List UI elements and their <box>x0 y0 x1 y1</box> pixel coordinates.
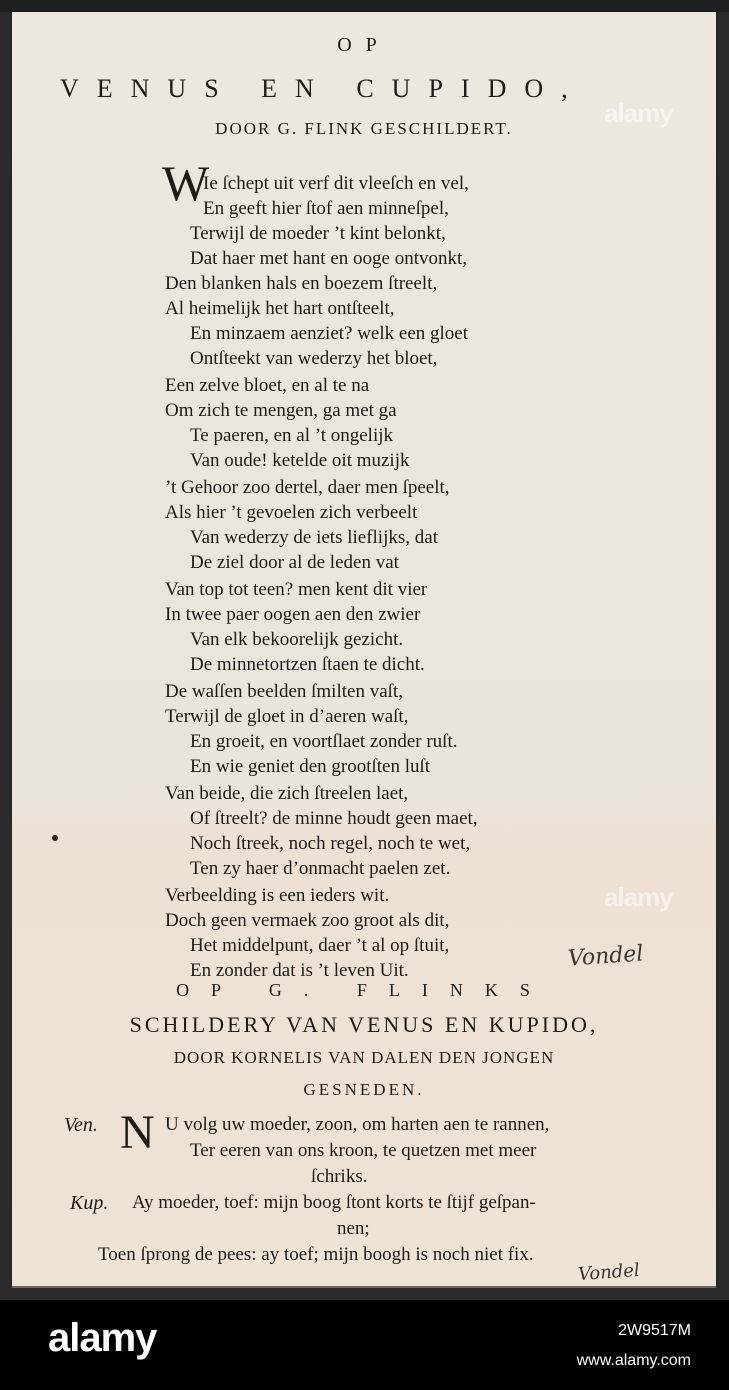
dialogue-line: U volg uw moeder, zoon, om harten aen te rannen, <box>165 1114 550 1135</box>
speaker-kupido: Kup. <box>70 1192 109 1214</box>
alamy-logo: alamy <box>48 1316 157 1360</box>
poem-line: Al heimelijk het hart ontſteelt, <box>165 298 395 319</box>
document-page <box>12 12 716 1286</box>
heading-attribution: DOOR G. FLINK GESCHILDERT. <box>215 119 513 138</box>
poem-line: Of ſtreelt? de minne houdt geen maet, <box>190 808 478 829</box>
heading-title: VENUS EN CUPIDO, <box>60 74 586 103</box>
image-id: 2W9517M <box>618 1322 691 1339</box>
heading2-attribution: DOOR KORNELIS VAN DALEN DEN JONGEN <box>173 1048 555 1067</box>
watermark-bottom: alamy <box>604 882 673 912</box>
poem-line: De ziel door al de leden vat <box>190 552 399 573</box>
poem-line: Van oude! ketelde oit muzijk <box>190 450 410 471</box>
site-url: www.alamy.com <box>576 1352 691 1369</box>
poem-line: En geeft hier ſtof aen minneſpel, <box>203 198 449 219</box>
poem-line: In twee paer oogen aen den zwier <box>165 604 421 625</box>
dialogue-dropcap: N <box>120 1106 155 1159</box>
poem-line: Ontſteekt van wederzy het bloet, <box>190 348 438 369</box>
heading2-gesneden: GESNEDEN. <box>303 1080 425 1099</box>
poem-line: Het middelpunt, daer ’t al op ſtuit, <box>190 935 450 956</box>
poem-line: Ie ſchept uit verf dit vleeſch en vel, <box>203 173 469 194</box>
top-frame <box>0 0 729 12</box>
image-info <box>577 1322 691 1382</box>
speaker-venus: Ven. <box>64 1114 98 1136</box>
poem-line: De minnetortzen ſtaen te dicht. <box>190 654 425 675</box>
poem-line: Van elk bekoorelijk gezicht. <box>190 629 404 650</box>
heading2-op: OP G. FLINKS <box>176 980 552 1000</box>
poem-line: Van wederzy de iets lieflijks, dat <box>190 527 438 548</box>
dialogue-line: Toen ſprong de pees: ay toef; mijn boogh is noch niet fix. <box>98 1244 534 1265</box>
handwritten-signature-2: Vondel <box>577 1259 641 1286</box>
dialogue-line: Ter eeren van ons kroon, te quetzen met meer <box>190 1140 537 1161</box>
poem-line: En minzaem aenziet? welk een gloet <box>190 323 469 344</box>
dialogue-line: nen; <box>337 1218 370 1239</box>
poem-line: Van top tot teen? men kent dit vier <box>165 579 428 600</box>
poem-line: Om zich te mengen, ga met ga <box>165 400 397 421</box>
poem-line: En wie geniet den grootſten luſt <box>190 756 431 777</box>
dialogue-line: Ay moeder, toef: mijn boog ſtont korts te ſtijf geſpan- <box>132 1192 536 1213</box>
poem-line: Ten zy haer d’onmacht paelen zet. <box>190 858 451 879</box>
stock-footer <box>0 1300 729 1390</box>
poem-dropcap: W <box>162 155 210 211</box>
poem-line: En groeit, en voortſlaet zonder ruſt. <box>190 731 458 752</box>
poem-line: Dat haer met hant en ooge ontvonkt, <box>190 248 468 269</box>
poem-line: Noch ſtreek, noch regel, noch te wet, <box>190 833 471 854</box>
watermark-top: alamy <box>604 98 673 128</box>
poem-line: Te paeren, en al ’t ongelijk <box>190 425 394 446</box>
heading2-title: SCHILDERY VAN VENUS EN KUPIDO, <box>129 1012 599 1037</box>
poem-line: Als hier ’t gevoelen zich verbeelt <box>165 502 418 523</box>
poem-line: Den blanken hals en boezem ſtreelt, <box>165 273 438 294</box>
handwritten-signature: Vondel <box>567 941 645 972</box>
poem-line: Terwijl de gloet in d’aeren waſt, <box>165 706 409 727</box>
poem-line: Doch geen vermaek zoo groot als dit, <box>165 910 450 931</box>
poem-line: ’t Gehoor zoo dertel, daer men ſpeelt, <box>165 477 450 498</box>
heading-op: OP <box>337 34 391 56</box>
poem-line: Terwijl de moeder ’t kint belonkt, <box>190 223 446 244</box>
poem-line: En zonder dat is ’t leven Uit. <box>190 960 409 981</box>
dialogue-line: ſchriks. <box>311 1166 368 1187</box>
poem-line: De waſſen beelden ſmilten vaſt, <box>165 681 403 702</box>
ink-spot <box>52 835 58 841</box>
poem-line: Van beide, die zich ſtreelen laet, <box>165 783 409 804</box>
poem-line: Verbeelding is een ieders wit. <box>165 885 390 906</box>
poem-line: Een zelve bloet, en al te na <box>165 375 370 396</box>
